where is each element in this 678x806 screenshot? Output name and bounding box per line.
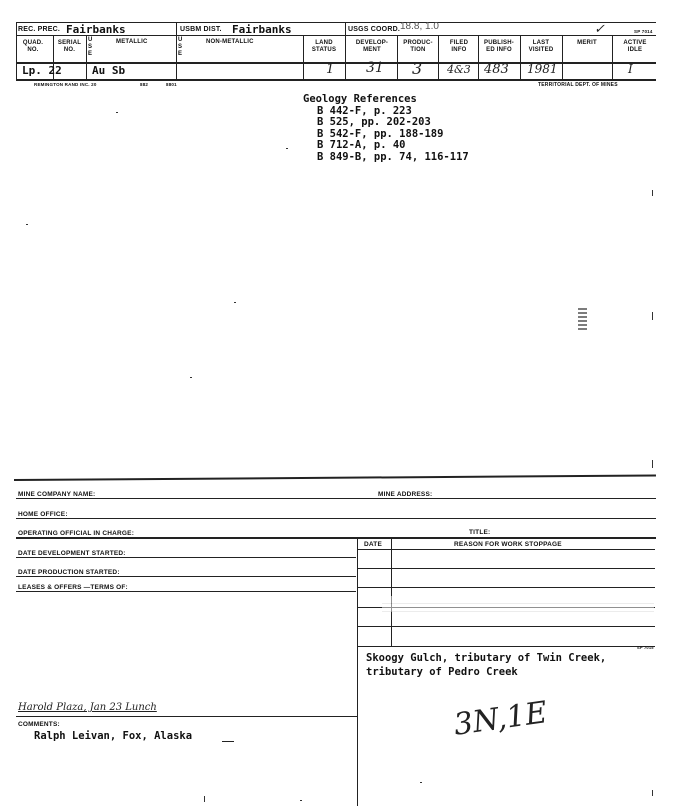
rec-prec-label: REC. PREC.	[18, 26, 61, 33]
col-last-visited: LAST VISITED	[528, 40, 554, 53]
col-serial: SERIAL NO.	[57, 40, 82, 53]
home-office-label: HOME OFFICE:	[18, 511, 68, 518]
scan-speck	[300, 800, 302, 801]
operating-official-label: OPERATING OFFICIAL IN CHARGE:	[18, 530, 135, 537]
value-quad: Lp. 22	[22, 64, 62, 77]
comments-dash	[222, 741, 234, 742]
table-rule	[357, 587, 655, 588]
col-nonmetallic: NON-METALLIC	[206, 39, 254, 45]
operating-rule	[16, 537, 656, 539]
table-header-rule	[357, 549, 655, 550]
divider	[438, 35, 439, 79]
value-land-status: 1	[326, 62, 335, 77]
divider	[176, 22, 177, 35]
dev-started-label: DATE DEVELOPMENT STARTED:	[18, 550, 126, 557]
home-office-rule	[16, 518, 656, 519]
geology-ref: B 712-A, p. 40	[317, 139, 406, 152]
footer-code-1: 882	[140, 82, 149, 87]
divider	[478, 35, 479, 79]
scan-speck	[420, 782, 422, 783]
scan-speck	[116, 112, 118, 113]
geology-ref: B 542-F, pp. 188-189	[317, 127, 444, 140]
divider	[520, 35, 521, 79]
col-filed-info: FILED INFO	[449, 40, 469, 53]
divider	[612, 35, 613, 79]
row-rule	[16, 591, 356, 592]
comments-rule	[16, 716, 358, 717]
reason-column-label: REASON FOR WORK STOPPAGE	[454, 541, 562, 548]
signature: Harold Plaza, Jan 23 Lunch	[18, 702, 157, 713]
title-label: TITLE:	[469, 529, 491, 536]
col-quad: QUAD. NO.	[22, 40, 44, 53]
prod-started-label: DATE PRODUCTION STARTED:	[18, 569, 120, 576]
footer-remington: REMINGTON RAND INC. 20	[34, 82, 97, 87]
card-top-rule	[14, 475, 656, 481]
row-rule	[16, 576, 356, 577]
scan-speck	[652, 460, 653, 468]
scan-speck	[204, 796, 205, 802]
mine-company-label: MINE COMPANY NAME:	[18, 491, 96, 498]
value-last-visited: 1981	[527, 62, 558, 76]
footer-territorial: TERRITORIAL DEPT. OF MINES	[538, 82, 618, 88]
value-filed-info: 4&3	[447, 63, 471, 76]
divider	[86, 35, 87, 79]
row-rule	[16, 557, 356, 558]
divider	[562, 35, 563, 79]
scan-speck	[26, 224, 28, 225]
usbm-dist-label: USBM DIST.	[180, 26, 222, 33]
geology-ref: B 442-F, p. 223	[317, 104, 412, 117]
mine-company-rule	[16, 498, 656, 499]
table-shading	[382, 596, 654, 612]
card-center-divider	[357, 646, 358, 806]
location-line-1: Skoogy Gulch, tributary of Twin Creek,	[366, 652, 607, 664]
scan-speck	[652, 312, 653, 320]
value-production: 3	[412, 59, 423, 78]
col-nonmetallic-marks: U S E	[178, 37, 183, 57]
comments-label: COMMENTS:	[18, 721, 60, 728]
scan-speck	[234, 302, 236, 303]
scan-speck	[286, 148, 288, 149]
value-development: 31	[366, 60, 384, 76]
col-production: PRODUC-TION	[403, 40, 433, 53]
date-column-label: DATE	[364, 541, 383, 548]
usgs-coord-value: 18.8, 1.0	[400, 21, 439, 32]
usbm-dist-value: Fairbanks	[232, 23, 292, 36]
table-date-divider	[391, 537, 392, 647]
geology-ref: B 849-B, pp. 74, 116-117	[317, 150, 469, 163]
location-line-2: tributary of Pedro Creek	[366, 666, 518, 678]
col-metallic: METALLIC	[116, 39, 148, 45]
col-development: DEVELOP-MENT	[355, 40, 389, 53]
geology-references	[303, 94, 469, 164]
divider	[345, 22, 346, 79]
divider	[303, 35, 304, 79]
scan-mark	[578, 308, 587, 330]
divider	[176, 35, 177, 79]
scan-speck	[190, 377, 192, 378]
header-left-edge	[16, 22, 17, 80]
col-published-info: PUBLISH-ED INFO	[484, 40, 514, 53]
col-active-idle: ACTIVE IDLE	[623, 40, 647, 53]
form-code-2: SP 7015	[637, 645, 654, 650]
col-land-status: LAND STATUS	[311, 40, 337, 53]
col-metallic-marks: U S E	[88, 37, 93, 57]
col-merit: MERIT	[577, 40, 597, 46]
header-bottom-rule	[16, 79, 656, 81]
mine-address-label: MINE ADDRESS:	[378, 491, 433, 498]
value-metallic: Au Sb	[92, 64, 126, 77]
table-bottom-rule	[357, 646, 655, 647]
table-rule	[357, 568, 655, 569]
geology-ref: B 525, pp. 202-203	[317, 116, 431, 129]
divider	[397, 35, 398, 79]
leases-label: LEASES & OFFERS —TERMS OF:	[18, 584, 128, 591]
scan-speck	[652, 190, 653, 196]
table-left-edge	[357, 537, 358, 647]
usgs-coord-label: USGS COORD.	[348, 26, 400, 33]
geology-title: Geology References	[303, 93, 417, 105]
value-active-idle: I	[628, 62, 633, 76]
comments-value: Ralph Leivan, Fox, Alaska	[34, 730, 193, 742]
value-published-info: 483	[484, 62, 509, 77]
scan-speck	[652, 790, 653, 796]
footer-code-2: 8801	[166, 82, 177, 87]
table-rule	[357, 626, 655, 627]
rec-prec-value: Fairbanks	[66, 23, 126, 36]
checkmark: ✓	[594, 22, 605, 37]
form-code: SP 7014	[634, 29, 653, 34]
grid-note: 3N,1E	[451, 695, 550, 743]
